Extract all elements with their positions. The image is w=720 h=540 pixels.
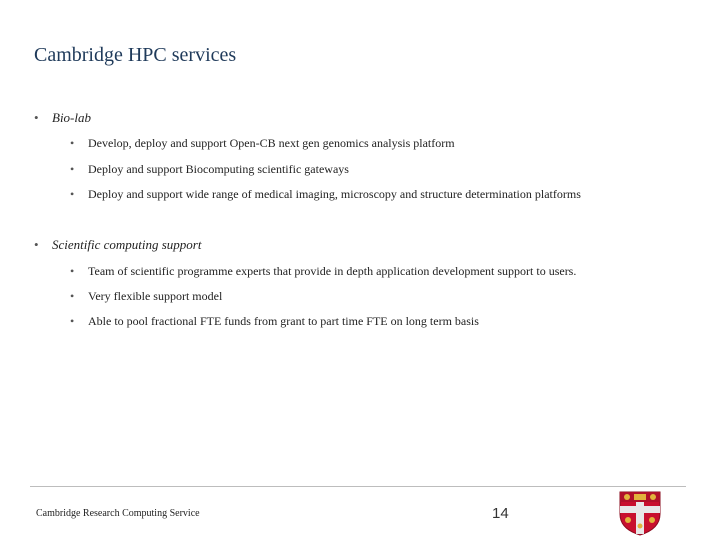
list-item-text: Develop, deploy and support Open-CB next gen genomics analysis platform <box>88 136 455 150</box>
crest-lion <box>650 494 656 500</box>
bullet-icon: • <box>34 110 39 125</box>
slide-title: Cambridge HPC services <box>34 44 237 66</box>
bullet-icon: • <box>70 187 75 201</box>
list-item-text: Deploy and support Biocomputing scientific gateways <box>88 162 349 176</box>
bullet-icon: • <box>70 162 75 176</box>
list-item <box>70 136 455 151</box>
section-heading-scientific-computing <box>34 237 201 253</box>
list-item-text: Very flexible support model <box>88 289 223 303</box>
list-item-text: Deploy and support wide range of medical imaging, microscopy and structure determination platforms <box>88 187 581 201</box>
footer-organisation: Cambridge Research Computing Service <box>36 508 200 519</box>
page-number: 14 <box>492 505 509 522</box>
bullet-icon: • <box>34 237 39 252</box>
crest-book <box>634 494 646 500</box>
list-item <box>70 187 581 202</box>
section-heading-label: Scientific computing support <box>52 237 202 252</box>
university-crest-icon <box>618 490 662 536</box>
section-heading-biolab <box>34 110 91 126</box>
list-item-text: Team of scientific programme experts that provide in depth application development support to users. <box>88 264 577 278</box>
list-item <box>70 264 576 279</box>
crest-lion <box>625 517 631 523</box>
bullet-icon: • <box>70 289 75 303</box>
crest-lion <box>649 517 655 523</box>
list-item <box>70 314 479 329</box>
list-item <box>70 289 222 304</box>
section-heading-label: Bio-lab <box>52 110 91 125</box>
list-item-text: Able to pool fractional FTE funds from grant to part time FTE on long term basis <box>88 314 479 328</box>
bullet-icon: • <box>70 136 75 150</box>
list-item <box>70 162 349 177</box>
bullet-icon: • <box>70 314 75 328</box>
crest-lion <box>638 524 643 529</box>
crest-lion <box>624 494 630 500</box>
bullet-icon: • <box>70 264 75 278</box>
crest-cross-horizontal <box>620 506 660 513</box>
footer-divider <box>30 486 686 487</box>
